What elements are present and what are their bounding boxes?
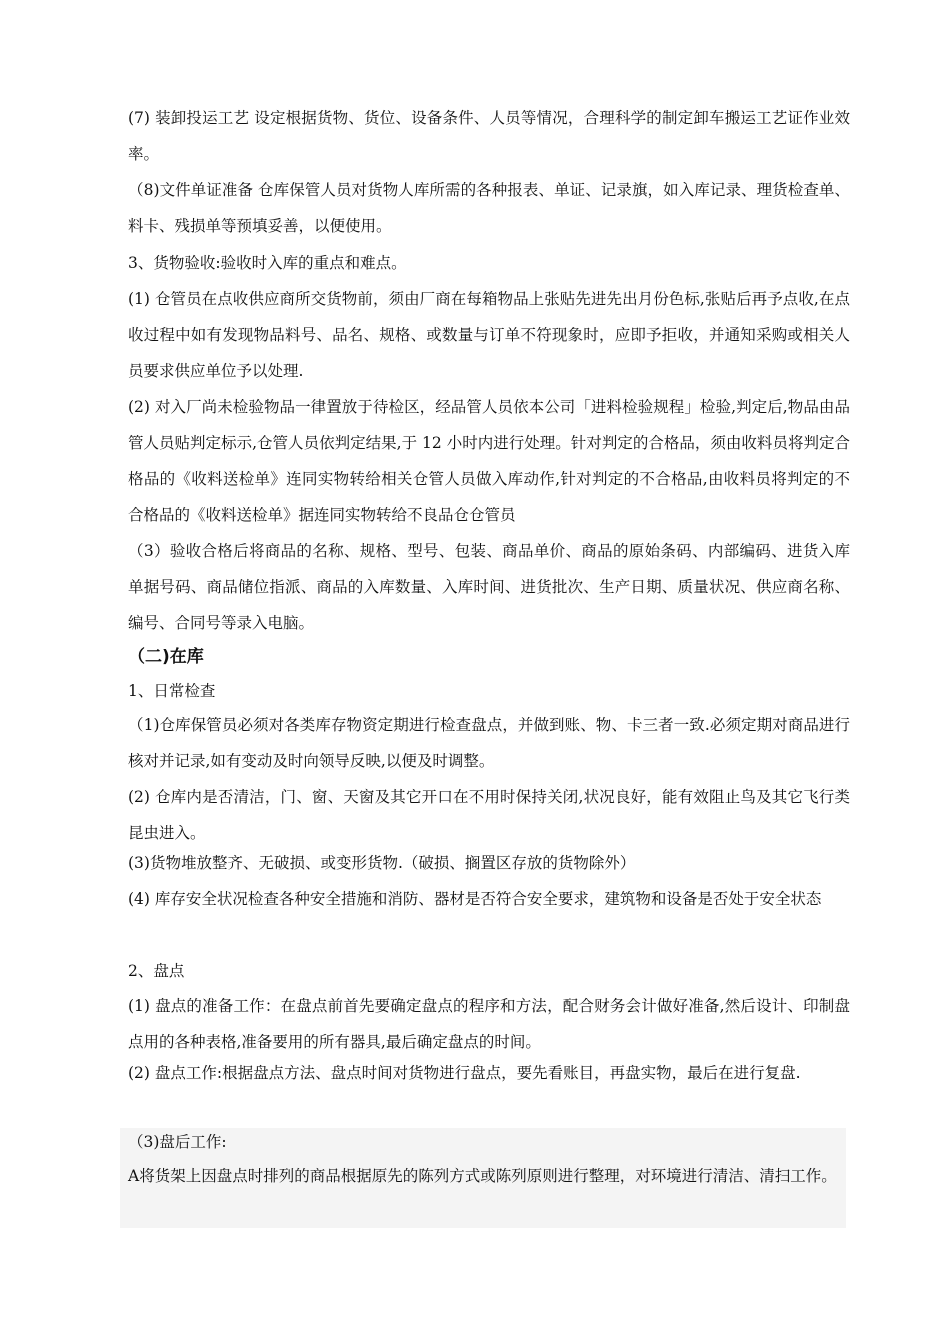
paragraph-loading-process: (7) 装卸投运工艺 设定根据货物、货位、设备条件、人员等情况，合理科学的制定卸车搬运工艺证作业效率。 <box>128 109 850 163</box>
section-goods-inspection: 3、货物验收:验收时入库的重点和难点。 <box>128 254 407 272</box>
paragraph-document-preparation: （8)文件单证准备 仓库保管人员对货物人库所需的各种报表、单证、记录旗，如入库记录、理货检查单、料卡、残损单等预填妥善，以便使用。 <box>128 181 850 235</box>
section-stocktaking: 2、盘点 <box>128 962 185 980</box>
paragraph-daily-check-3: (3)货物堆放整齐、无破损、或变形货物.（破损、搁置区存放的货物除外） <box>128 854 636 872</box>
section-heading-in-stock: （二)在库 <box>128 647 204 667</box>
section-daily-check: 1、日常检查 <box>128 682 216 700</box>
paragraph-stocktaking-2: (2) 盘点工作:根据盘点方法、盘点时间对货物进行盘点，要先看账目，再盘实物，最后在进行复盘. <box>128 1064 801 1082</box>
paragraph-daily-check-1: （1)仓库保管员必须对各类库存物资定期进行检查盘点，并做到账、物、卡三者一致.必须定期对商品进行核对并记录,如有变动及时向领导反映,以便及时调整。 <box>128 716 850 770</box>
paragraph-inspection-2: (2) 对入厂尚未检验物品一律置放于待检区，经品管人员依本公司「进料检验规程」检验,判定后,物品由品管人员贴判定标示,仓管人员依判定结果,于 12 小时内进行处理。针对判定的合格品，须由收料员将判定合格品的《收料送检单》连同实物转给相关仓管人员做入库动作,针对判定的不合格品,由收料员将判定的不合格品的《收料送检单》据连同实物转给不良品仓仓管员 <box>128 398 850 524</box>
paragraph-inspection-1: (1) 仓管员在点收供应商所交货物前，须由厂商在每箱物品上张贴先进先出月份色标,张贴后再予点收,在点收过程中如有发现物品料号、品名、规格、或数量与订单不符现象时，应即予拒收，并通知采购或相关人员要求供应单位予以处理. <box>128 290 850 380</box>
paragraph-inspection-3: （3）验收合格后将商品的名称、规格、型号、包装、商品单价、商品的原始条码、内部编码、进货入库单据号码、商品储位指派、商品的入库数量、入库时间、进货批次、生产日期、质量状况、供应商名称、编号、合同号等录入电脑。 <box>128 542 850 632</box>
paragraph-stocktaking-1: (1) 盘点的准备工作：在盘点前首先要确定盘点的程序和方法，配合财务会计做好准备,然后设计、印制盘点用的各种表格,准备要用的所有器具,最后确定盘点的时间。 <box>128 997 850 1051</box>
paragraph-daily-check-4: (4) 库存安全状况检查各种安全措施和消防、器材是否符合安全要求，建筑物和设备是否处于安全状态 <box>128 890 822 908</box>
paragraph-stocktaking-a: A将货架上因盘点时排列的商品根据原先的陈列方式或陈列原则进行整理，对环境进行清洁、清扫工作。 <box>128 1167 837 1185</box>
paragraph-daily-check-2: (2) 仓库内是否清洁，门、窗、天窗及其它开口在不用时保持关闭,状况良好，能有效阻止鸟及其它飞行类昆虫进入。 <box>128 788 850 842</box>
paragraph-stocktaking-3: （3)盘后工作: <box>128 1133 227 1151</box>
